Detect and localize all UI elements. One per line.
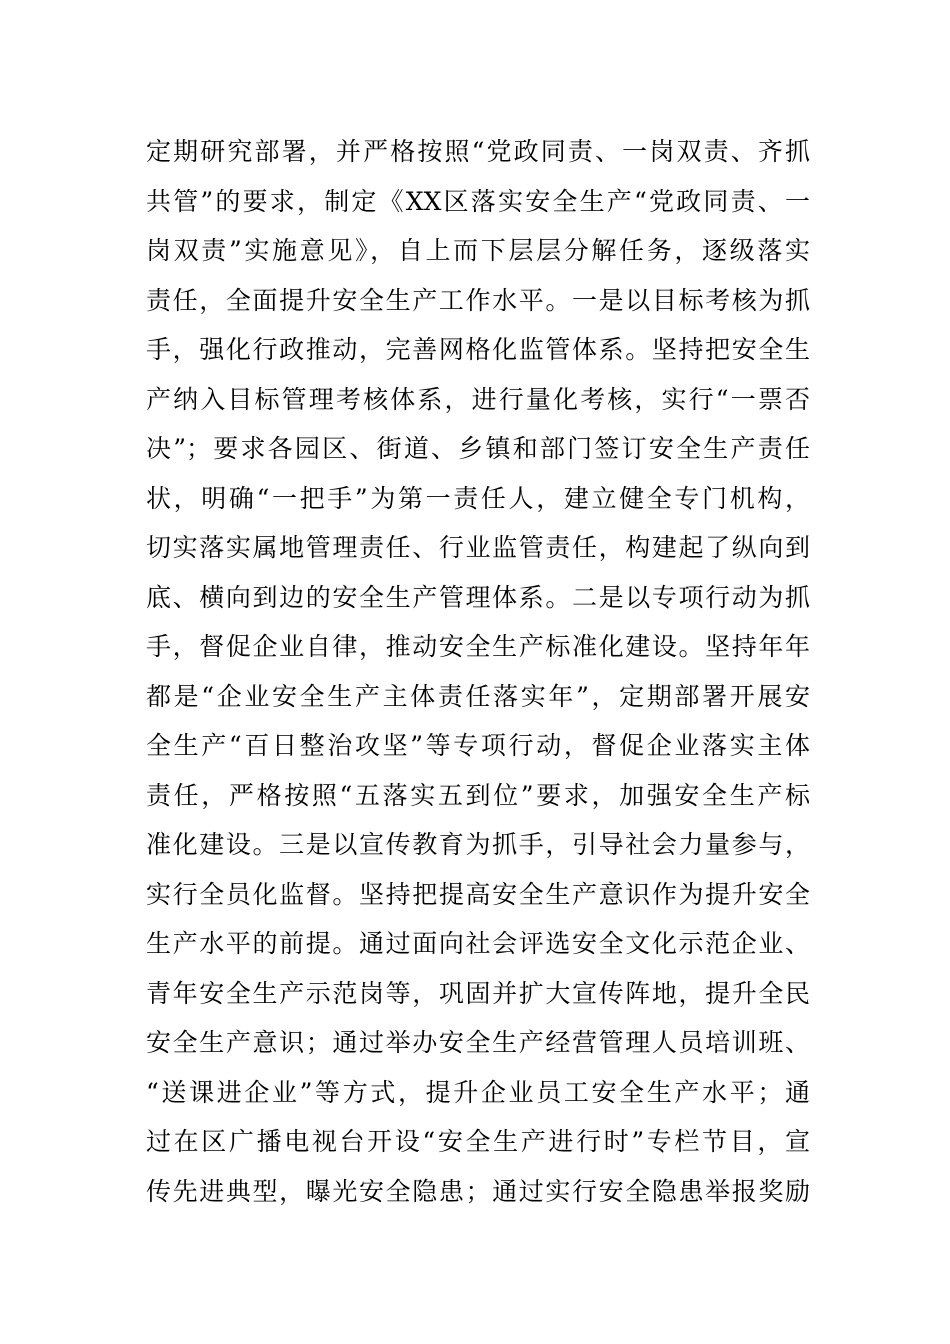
text-line: 准化建设。三是以宣传教育为抓手，引导社会力量参与， [146,830,810,859]
text-line: 安全生产意识；通过举办安全生产经营管理人员培训班、 [146,1028,810,1057]
text-line: 全生产“百日整治攻坚”等专项行动，督促企业落实主体 [146,731,810,760]
text-line: 传先进典型，曝光安全隐患；通过实行安全隐患举报奖励 [146,1176,810,1206]
text-line: 青年安全生产示范岗等，巩固并扩大宣传阵地，提升全民 [146,978,810,1008]
text-line: 决”；要求各园区、街道、乡镇和部门签订安全生产责任 [146,434,810,463]
text-line: 责任，严格按照“五落实五到位”要求，加强安全生产标 [146,780,810,810]
text-line: 手，督促企业自律，推动安全生产标准化建设。坚持年年 [146,632,810,661]
text-line: 都是“企业安全生产主体责任落实年”，定期部署开展安 [146,681,810,711]
text-line: 底、横向到边的安全生产管理体系。二是以专项行动为抓 [146,582,810,612]
text-line: 产纳入目标管理考核体系，进行量化考核，实行“一票否 [146,384,810,414]
text-line: 实行全员化监督。坚持把提高安全生产意识作为提升安全 [146,879,810,909]
body-paragraph [146,127,810,1216]
text-line: 过在区广播电视台开设“安全生产进行时”专栏节目，宣 [146,1127,810,1156]
text-line: 岗双责”实施意见》，自上而下层层分解任务，逐级落实 [146,236,810,265]
text-line: 状，明确“一把手”为第一责任人，建立健全专门机构， [146,483,810,513]
text-line: “送课进企业”等方式，提升企业员工安全生产水平；通 [146,1077,810,1107]
text-line: 定期研究部署，并严格按照“党政同责、一岗双责、齐抓 [146,137,810,166]
text-line: 手，强化行政推动，完善网格化监管体系。坚持把安全生 [146,335,810,364]
text-line: 责任，全面提升安全生产工作水平。一是以目标考核为抓 [146,285,810,315]
text-line: 共管”的要求，制定《XX区落实安全生产“党政同责、一 [146,186,810,216]
text-line: 生产水平的前提。通过面向社会评选安全文化示范企业、 [146,929,810,958]
text-line: 切实落实属地管理责任、行业监管责任，构建起了纵向到 [146,533,810,562]
